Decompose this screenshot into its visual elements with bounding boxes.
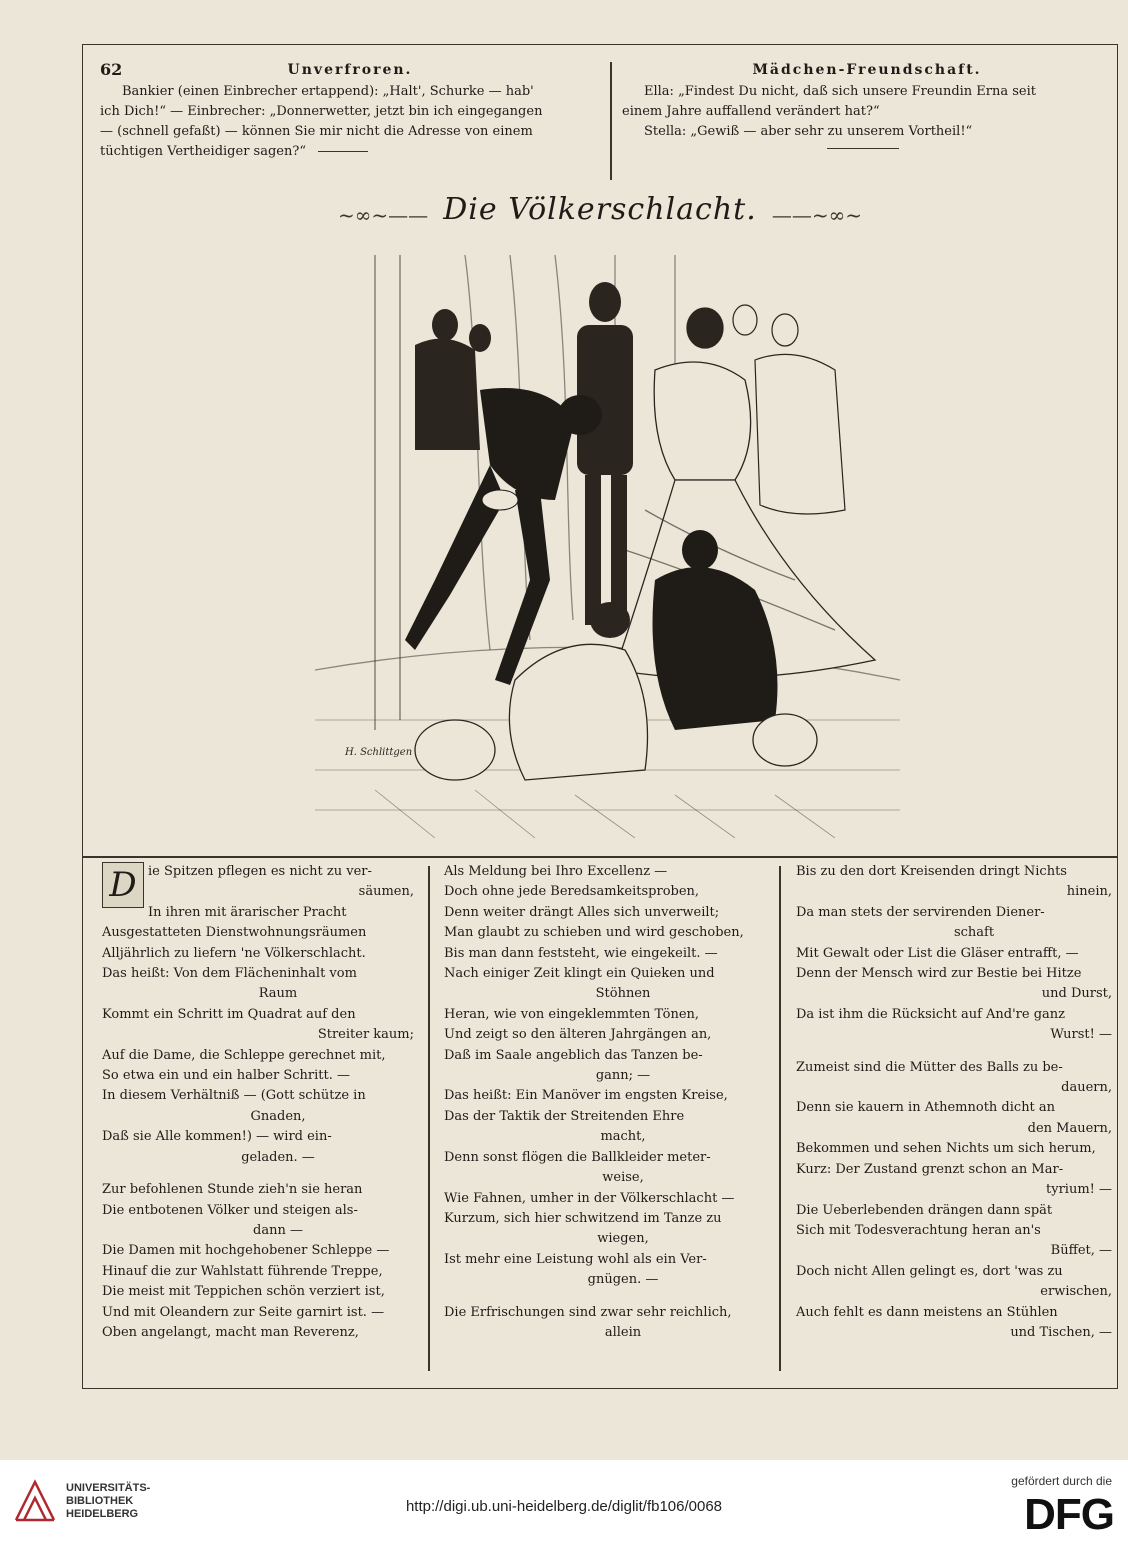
page-number: 62 (100, 60, 123, 79)
viewer-footer (0, 1460, 1128, 1553)
poem-line: säumen, (358, 884, 414, 900)
poem-line: geladen. — (241, 1149, 315, 1165)
poem-line: gnügen. — (587, 1272, 659, 1288)
poem-line: Das heißt: Von dem Flächeninhalt vom (102, 966, 357, 982)
library-name-line: HEIDELBERG (66, 1508, 139, 1520)
anecdote-left-line: Bankier (einen Einbrecher ertappend): „Halt', Schurke — hab' (122, 84, 534, 99)
poem-line: den Mauern, (1027, 1120, 1112, 1136)
poem-line (444, 1291, 762, 1303)
poem-line: Sich mit Todesverachtung heran an's (796, 1222, 1041, 1238)
poem-line: Doch nicht Allen gelingt es, dort 'was zu (796, 1263, 1063, 1279)
poem-line: Bekommen und sehen Nichts um sich herum, (796, 1141, 1096, 1157)
poem-line: Das der Taktik der Streitenden Ehre (444, 1108, 685, 1124)
poem-line (796, 1046, 1112, 1058)
flourish-right-icon: ——~∞~ (771, 202, 863, 227)
poem-line: dauern, (1061, 1080, 1112, 1096)
poem-line: Und zeigt so den älteren Jahrgängen an, (444, 1027, 712, 1043)
poem-line: Doch ohne jede Beredsamkeitsproben, (444, 884, 700, 900)
poem-top-rule (82, 856, 1118, 858)
poem-line: Denn sonst flögen die Ballkleider meter- (444, 1149, 711, 1165)
poem-line: Heran, wie von eingeklemmten Tönen, (444, 1006, 700, 1022)
poem-line: Denn der Mensch wird zur Bestie bei Hitze (796, 966, 1082, 982)
poem-line: Kurz: Der Zustand grenzt schon an Mar- (796, 1161, 1064, 1177)
poem-line: Wurst! — (1050, 1027, 1112, 1043)
poem-line: hinein, (1066, 884, 1112, 900)
poem-title-block (82, 192, 1118, 227)
poem-line: Die meist mit Teppichen schön verziert ist, (102, 1284, 385, 1300)
poem-line: Kurzum, sich hier schwitzend im Tanze zu (444, 1210, 722, 1226)
funded-by-label: gefördert durch die (1011, 1474, 1112, 1488)
ballroom-illustration (315, 250, 900, 838)
poem-line: Hinauf die zur Wahlstatt führende Treppe, (102, 1263, 383, 1279)
poem-line: Man glaubt zu schieben und wird geschoben, (444, 925, 744, 941)
library-name-line: BIBLIOTHEK (66, 1495, 134, 1507)
poem-line: Die entbotenen Völker und steigen als- (102, 1202, 358, 1218)
illustration-signature: H. Schlittgen (345, 747, 413, 758)
poem-line: Kommt ein Schritt im Quadrat auf den (102, 1006, 356, 1022)
poem-line: Wie Fahnen, umher in der Völkerschlacht — (444, 1190, 735, 1206)
anecdote-left-line: ich Dich!“ — Einbrecher: „Donnerwetter, jetzt bin ich eingegangen (100, 104, 543, 119)
anecdote-left-line: — (schnell gefaßt) — können Sie mir nicht die Adresse von einem (100, 124, 533, 139)
poem-line: wiegen, (597, 1231, 649, 1247)
poem-line: schaft (953, 925, 995, 941)
poem-line: Zumeist sind die Mütter des Balls zu be- (796, 1059, 1063, 1075)
poem-line: In ihren mit ärarischer Pracht (148, 904, 347, 920)
flourish-left-icon: ~∞~—— (337, 202, 429, 227)
poem-column-2 (444, 862, 762, 1343)
dfg-logo: DFG (1024, 1490, 1114, 1539)
poem-line: Da man stets der servirenden Diener- (796, 904, 1045, 920)
poem-line: Ausgestatteten Dienstwohnungsräumen (102, 925, 367, 941)
poem-line: und Tischen, — (1010, 1324, 1112, 1340)
poem-line: Stöhnen (595, 986, 651, 1002)
poem-line: ie Spitzen pflegen es nicht zu ver- (148, 864, 372, 879)
poem-line: Denn sie kauern in Athemnoth dicht an (796, 1100, 1056, 1116)
poem-line: So etwa ein und ein halber Schritt. — (102, 1068, 350, 1084)
anecdote-right-line: Ella: „Findest Du nicht, daß sich unsere Freundin Erna seit (644, 84, 1037, 99)
poem-line: Daß im Saale angeblich das Tanzen be- (444, 1047, 703, 1063)
poem-line: Die Ueberlebenden drängen dann spät (796, 1202, 1053, 1218)
poem-line: In diesem Verhältniß — (Gott schütze in (102, 1088, 366, 1104)
library-name-line: UNIVERSITÄTS- (66, 1482, 151, 1494)
end-rule (318, 151, 368, 152)
poem-line: tyrium! — (1046, 1182, 1112, 1198)
poem-column-3 (796, 862, 1112, 1343)
poem-line: Die Damen mit hochgehobener Schleppe — (102, 1243, 390, 1259)
dropcap: D (102, 862, 144, 908)
poem-line: Als Meldung bei Ihro Excellenz — (444, 864, 668, 879)
poem-line: Denn weiter drängt Alles sich unverweilt; (444, 904, 720, 920)
poem-line: Raum (258, 986, 298, 1002)
poem-line: Büffet, — (1050, 1243, 1112, 1259)
poem-column-1 (102, 862, 414, 1343)
anecdote-right-heading: Mädchen-Freundschaft. (752, 62, 982, 78)
poem-line: Gnaden, (250, 1108, 306, 1124)
poem-line: allein (604, 1324, 642, 1340)
poem-line: Oben angelangt, macht man Reverenz, (102, 1324, 359, 1340)
poem-line: Zur befohlenen Stunde zieh'n sie heran (102, 1182, 363, 1198)
end-rule (827, 148, 899, 149)
poem-column-divider-1 (428, 866, 430, 1371)
poem-line (102, 1168, 414, 1180)
poem-line: Das heißt: Ein Manöver im engsten Kreise, (444, 1088, 728, 1104)
poem-line: Auf die Dame, die Schleppe gerechnet mit, (102, 1047, 386, 1063)
poem-line: Nach einiger Zeit klingt ein Quieken und (444, 966, 715, 982)
poem-line: macht, (600, 1129, 646, 1145)
poem-line: weise, (602, 1170, 644, 1186)
poem-line: gann; — (595, 1068, 651, 1084)
anecdote-right (622, 60, 1112, 149)
poem-line: Streiter kaum; (317, 1027, 414, 1043)
anecdote-left-last: tüchtigen Vertheidiger sagen?“ (100, 144, 306, 159)
poem-line: Bis man dann feststeht, wie eingekeilt. — (444, 945, 718, 961)
poem-line: Daß sie Alle kommen!) — wird ein- (102, 1129, 332, 1145)
poem-line: Auch fehlt es dann meistens an Stühlen (796, 1304, 1058, 1320)
anecdote-left-line (100, 142, 600, 162)
poem-line: Ist mehr eine Leistung wohl als ein Ver- (444, 1251, 707, 1267)
poem-line: Mit Gewalt oder List die Gläser entrafft, — (796, 945, 1079, 961)
poem-line: Alljährlich zu liefern 'ne Völkerschlacht. (102, 945, 366, 961)
poem-line: Bis zu den dort Kreisenden dringt Nichts (796, 864, 1067, 879)
poem-line: dann — (253, 1222, 303, 1238)
poem-line: Da ist ihm die Rücksicht auf And're ganz (796, 1006, 1066, 1022)
poem-line: Die Erfrischungen sind zwar sehr reichlich, (444, 1304, 732, 1320)
poem-line: und Durst, (1041, 986, 1112, 1002)
anecdote-right-line: Stella: „Gewiß — aber sehr zu unserem Vortheil!“ (644, 124, 973, 139)
anecdote-right-line: einem Jahre auffallend verändert hat?“ (622, 104, 880, 119)
anecdote-left-heading: Unverfroren. (287, 62, 413, 78)
permalink[interactable]: http://digi.ub.uni-heidelberg.de/diglit/fb106/0068 (405, 1498, 723, 1515)
poem-line: Und mit Oleandern zur Seite garnirt ist. — (102, 1304, 385, 1320)
poem-line: erwischen, (1040, 1284, 1112, 1300)
top-column-divider (610, 62, 612, 180)
anecdote-left (100, 60, 600, 162)
poem-title: Die Völkerschlacht. (443, 192, 757, 227)
poem-column-divider-2 (779, 866, 781, 1371)
